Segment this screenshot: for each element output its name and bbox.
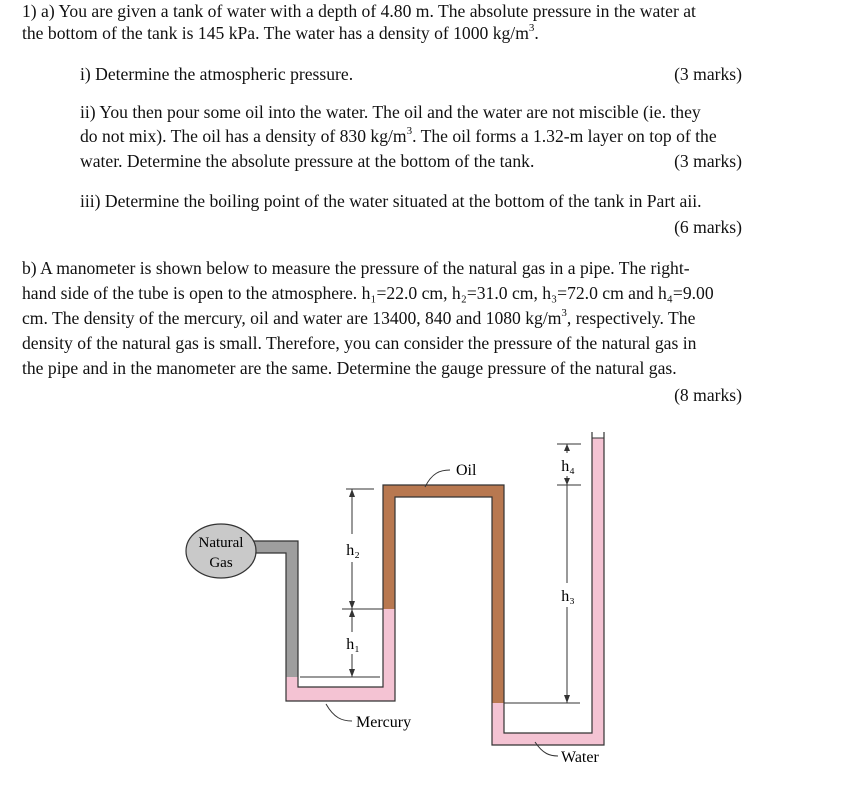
mercury-u-outline bbox=[286, 609, 395, 701]
mercury-label: Mercury bbox=[356, 714, 412, 731]
q1a-iii-marks: (6 marks) bbox=[674, 217, 742, 237]
q1a-ii-marks: (3 marks) bbox=[674, 151, 742, 171]
gas-label-1: Natural bbox=[198, 535, 244, 551]
h4-label: h₄ bbox=[561, 458, 575, 475]
q1a-ii-line-3: water. Determine the absolute pressure at the bottom of the tank. bbox=[80, 151, 535, 171]
q1b-line-5: the pipe and in the manometer are the same. Determine the gauge pressure of the natural gas. bbox=[22, 358, 677, 378]
h3-label: h₃ bbox=[561, 588, 575, 605]
oil-fill bbox=[383, 485, 504, 703]
h2-label: h₂ bbox=[346, 542, 360, 559]
q1b-line-4: density of the natural gas is small. Therefore, you can consider the pressure of the natural gas in bbox=[22, 333, 697, 353]
q1a-line-1: 1) a) You are given a tank of water with a depth of 4.80 m. The absolute pressure in the water at bbox=[22, 1, 696, 21]
q1b-line-1: b) A manometer is shown below to measure the pressure of the natural gas in a pipe. The right- bbox=[22, 258, 690, 278]
oil-u-outline bbox=[383, 485, 504, 703]
water-fill bbox=[492, 438, 604, 745]
h1-label: h₁ bbox=[346, 636, 360, 653]
q1b-line-2: hand side of the tube is open to the atmosphere. h₁=22.0 cm, h₂=31.0 cm, h₃=72.0 cm and h₄=9.00 bbox=[22, 283, 714, 303]
q1a-line-2: the bottom of the tank is 145 kPa. The water has a density of 1000 $kg/m^3$. bbox=[22, 22, 539, 43]
q1b-marks: (8 marks) bbox=[674, 385, 742, 405]
water-u-outline bbox=[492, 432, 604, 745]
water-label: Water bbox=[561, 749, 599, 766]
q1a-iii-line-1: iii) Determine the boiling point of the water situated at the bottom of the tank in Part aii. bbox=[80, 191, 702, 211]
gas-pipe-fill bbox=[250, 541, 298, 677]
q1a-ii-line-1: ii) You then pour some oil into the water. The oil and the water are not miscible (ie. they bbox=[80, 102, 701, 122]
q1b-line-3: cm. The density of the mercury, oil and water are 13400, 840 and 1080 $kg/m^3$, respectively. The bbox=[22, 307, 696, 328]
gas-label-2: Gas bbox=[209, 555, 233, 571]
oil-label: Oil bbox=[456, 462, 477, 479]
q1a-ii-line-2: do not mix). The oil has a density of 830 $kg/m^3$. The oil forms a 1.32-m layer on top of the bbox=[80, 125, 717, 146]
q1a-i-text: i) Determine the atmospheric pressure. bbox=[80, 64, 354, 84]
q1a-i-marks: (3 marks) bbox=[674, 64, 742, 84]
